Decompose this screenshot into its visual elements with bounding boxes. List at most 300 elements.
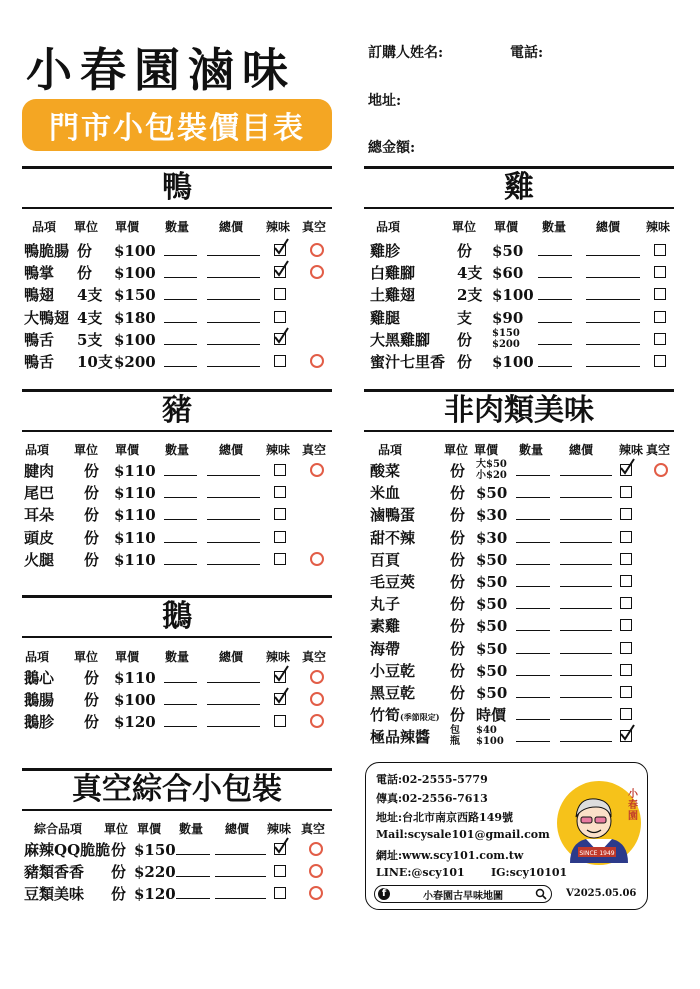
item-unit: 份 bbox=[84, 528, 100, 547]
pork-header-2: 單價 bbox=[115, 443, 140, 457]
total-blank[interactable] bbox=[586, 277, 640, 278]
item-unit: 份 bbox=[457, 242, 473, 260]
vacuum-circle-icon bbox=[310, 243, 324, 257]
store-phone: 電話:02-2555-5779 bbox=[376, 773, 488, 786]
table-row bbox=[364, 262, 674, 284]
spicy-checkbox[interactable] bbox=[620, 531, 632, 543]
total-blank[interactable] bbox=[207, 344, 260, 345]
quantity-blank[interactable] bbox=[164, 497, 197, 498]
store-info-box bbox=[365, 762, 648, 910]
menu-banner: 門市小包裝價目表 bbox=[22, 99, 332, 151]
total-blank[interactable] bbox=[560, 475, 612, 476]
quantity-blank[interactable] bbox=[516, 475, 550, 476]
duck-header-6: 真空 bbox=[302, 220, 327, 234]
pork-header-4: 總價 bbox=[219, 443, 244, 457]
vacuum-circle-icon bbox=[309, 864, 323, 878]
item-price: $30 bbox=[476, 506, 508, 525]
chicken-header-0: 品項 bbox=[376, 220, 401, 234]
total-blank[interactable] bbox=[207, 255, 260, 256]
item-name: 大鴨翅 bbox=[24, 308, 70, 327]
item-name: 雞胗 bbox=[370, 242, 401, 260]
quantity-blank[interactable] bbox=[164, 366, 197, 367]
duck-header-1: 單位 bbox=[74, 220, 99, 234]
duck-header-2: 單價 bbox=[115, 220, 140, 234]
item-price: $220 bbox=[134, 863, 176, 882]
item-unit: 份 bbox=[111, 841, 127, 859]
item-price: $120 bbox=[114, 713, 156, 732]
table-row bbox=[22, 284, 332, 306]
item-unit: 份 bbox=[457, 330, 473, 349]
table-row bbox=[22, 504, 332, 526]
item-price: $50 bbox=[476, 550, 508, 569]
goose-header-6: 真空 bbox=[302, 650, 327, 664]
quantity-blank[interactable] bbox=[538, 255, 572, 256]
table-row bbox=[22, 861, 332, 883]
item-name: 黑豆乾 bbox=[370, 684, 416, 702]
spicy-checkbox[interactable] bbox=[620, 619, 632, 631]
quantity-blank[interactable] bbox=[538, 322, 572, 323]
item-name: 米血 bbox=[370, 484, 401, 503]
search-icon bbox=[535, 888, 547, 900]
veg-header-0: 品項 bbox=[378, 443, 403, 457]
item-unit: 支 bbox=[457, 308, 473, 327]
quantity-blank[interactable] bbox=[516, 719, 550, 720]
table-row bbox=[364, 527, 674, 549]
table-row bbox=[22, 711, 332, 733]
order-address-label: 地址: bbox=[368, 93, 402, 109]
quantity-blank[interactable] bbox=[538, 366, 572, 367]
item-name: 蜜汁七里香 bbox=[370, 353, 446, 371]
spicy-checkbox[interactable] bbox=[274, 355, 286, 367]
quantity-blank[interactable] bbox=[164, 344, 197, 345]
mascot-text: 小春園 bbox=[628, 789, 638, 822]
quantity-blank[interactable] bbox=[164, 726, 197, 727]
spicy-checkbox[interactable] bbox=[274, 715, 286, 727]
pork-section-title: 豬 bbox=[22, 389, 332, 432]
spicy-checkbox[interactable] bbox=[654, 311, 666, 323]
table-row bbox=[22, 883, 332, 905]
duck-header-4: 總價 bbox=[219, 220, 244, 234]
item-name: 鴨舌 bbox=[24, 353, 55, 371]
table-row bbox=[364, 240, 674, 262]
item-unit: 10支 bbox=[77, 353, 113, 371]
chicken-header-3: 數量 bbox=[542, 220, 567, 234]
version-label: V2025.05.06 bbox=[566, 888, 637, 899]
item-unit: 份 bbox=[77, 242, 93, 260]
combo-header-6: 真空 bbox=[301, 822, 326, 836]
item-unit: 份 bbox=[84, 506, 100, 525]
spicy-checkbox[interactable] bbox=[620, 553, 632, 565]
item-name: 土雞翅 bbox=[370, 286, 416, 305]
quantity-blank[interactable] bbox=[164, 704, 197, 705]
item-price: $150 bbox=[492, 327, 520, 339]
item-unit: 份 bbox=[450, 661, 466, 680]
goose-header-5: 辣味 bbox=[266, 650, 291, 664]
goose-header-0: 品項 bbox=[25, 650, 50, 664]
pork-header-0: 品項 bbox=[25, 443, 50, 457]
goose-header-4: 總價 bbox=[219, 650, 244, 664]
item-unit: 瓶 bbox=[450, 736, 460, 748]
item-name: 酸菜 bbox=[370, 462, 401, 480]
store-website: 網址:www.scy101.com.tw bbox=[376, 849, 524, 862]
item-unit: 份 bbox=[450, 506, 466, 525]
spicy-checkbox[interactable] bbox=[274, 887, 286, 899]
total-blank[interactable] bbox=[560, 519, 612, 520]
item-price: $200 bbox=[114, 353, 156, 371]
item-price: $30 bbox=[476, 528, 508, 547]
total-blank[interactable] bbox=[207, 519, 260, 520]
item-price: $90 bbox=[492, 308, 524, 327]
map-search-bar[interactable] bbox=[374, 885, 552, 903]
spicy-checkbox[interactable] bbox=[620, 664, 632, 676]
total-blank[interactable] bbox=[586, 322, 640, 323]
map-search-text: 小春園古早味地圖 bbox=[423, 891, 503, 902]
facebook-icon: f bbox=[378, 888, 390, 900]
total-blank[interactable] bbox=[560, 697, 612, 698]
item-name: 丸子 bbox=[370, 595, 401, 614]
vacuum-circle-icon bbox=[310, 552, 324, 566]
quantity-blank[interactable] bbox=[516, 697, 550, 698]
quantity-blank[interactable] bbox=[516, 586, 550, 587]
total-blank[interactable] bbox=[207, 542, 260, 543]
table-row bbox=[364, 504, 674, 526]
table-row bbox=[364, 460, 674, 482]
spicy-checkbox[interactable] bbox=[620, 686, 632, 698]
item-name: 尾巴 bbox=[24, 484, 55, 503]
total-blank[interactable] bbox=[586, 366, 640, 367]
quantity-blank[interactable] bbox=[538, 277, 572, 278]
table-row bbox=[22, 549, 332, 571]
chicken-header-4: 總價 bbox=[596, 220, 621, 234]
total-blank[interactable] bbox=[586, 299, 640, 300]
veg-header-3: 數量 bbox=[519, 443, 544, 457]
table-row bbox=[22, 307, 332, 329]
item-price: $100 bbox=[492, 286, 534, 305]
spicy-checkbox[interactable] bbox=[274, 486, 286, 498]
item-unit: 份 bbox=[84, 713, 100, 732]
vacuum-circle-icon bbox=[310, 714, 324, 728]
quantity-blank[interactable] bbox=[164, 277, 197, 278]
quantity-blank[interactable] bbox=[516, 630, 550, 631]
item-price: $50 bbox=[476, 684, 508, 702]
spicy-checkbox[interactable] bbox=[620, 642, 632, 654]
total-blank[interactable] bbox=[560, 630, 612, 631]
item-unit: 4支 bbox=[457, 264, 483, 283]
total-blank[interactable] bbox=[215, 854, 266, 855]
quantity-blank[interactable] bbox=[516, 564, 550, 565]
item-price: $100 bbox=[114, 242, 156, 260]
vacuum-circle-icon bbox=[310, 354, 324, 368]
total-blank[interactable] bbox=[207, 564, 260, 565]
spicy-checkbox[interactable] bbox=[654, 266, 666, 278]
item-price: $120 bbox=[134, 885, 176, 904]
store-ig: IG:scy10101 bbox=[491, 866, 568, 879]
item-unit: 份 bbox=[111, 885, 127, 904]
quantity-blank[interactable] bbox=[516, 675, 550, 676]
item-name: 鵝心 bbox=[24, 669, 55, 687]
veg-header-4: 總價 bbox=[569, 443, 594, 457]
item-price: 時價 bbox=[476, 706, 507, 725]
item-price: $110 bbox=[114, 506, 156, 525]
quantity-blank[interactable] bbox=[164, 322, 197, 323]
quantity-blank[interactable] bbox=[176, 898, 210, 899]
item-price: $110 bbox=[114, 550, 156, 569]
total-blank[interactable] bbox=[586, 255, 640, 256]
item-name: 鴨翅 bbox=[24, 286, 55, 305]
goose-section-title: 鵝 bbox=[22, 595, 332, 638]
table-row bbox=[364, 284, 674, 306]
total-blank[interactable] bbox=[560, 542, 612, 543]
spicy-checkbox[interactable] bbox=[274, 333, 286, 345]
quantity-blank[interactable] bbox=[516, 608, 550, 609]
item-price: $110 bbox=[114, 669, 156, 687]
total-blank[interactable] bbox=[207, 475, 260, 476]
item-name: 甜不辣 bbox=[370, 528, 416, 547]
item-name: 百頁 bbox=[370, 550, 401, 569]
order-name-label: 訂購人姓名: bbox=[368, 45, 444, 61]
item-unit: 份 bbox=[111, 863, 127, 882]
quantity-blank[interactable] bbox=[164, 299, 197, 300]
total-blank[interactable] bbox=[207, 366, 260, 367]
item-name: 小豆乾 bbox=[370, 661, 416, 680]
store-line: LINE:@scy101 bbox=[376, 866, 465, 879]
item-price: $50 bbox=[476, 573, 508, 591]
total-blank[interactable] bbox=[560, 586, 612, 587]
quantity-blank[interactable] bbox=[516, 497, 550, 498]
item-price: $110 bbox=[114, 528, 156, 547]
spicy-checkbox[interactable] bbox=[274, 553, 286, 565]
item-unit: 份 bbox=[84, 691, 100, 710]
item-unit: 份 bbox=[450, 573, 466, 591]
spicy-checkbox[interactable] bbox=[654, 333, 666, 345]
combo-header-1: 單位 bbox=[104, 822, 129, 836]
spicy-checkbox[interactable] bbox=[274, 531, 286, 543]
table-row bbox=[22, 262, 332, 284]
item-unit: 包 bbox=[450, 725, 460, 737]
total-blank[interactable] bbox=[207, 277, 260, 278]
item-unit: 份 bbox=[450, 617, 466, 636]
item-price: $50 bbox=[492, 242, 524, 260]
spicy-checkbox[interactable] bbox=[620, 464, 632, 476]
item-unit: 份 bbox=[450, 484, 466, 503]
item-price: $100 bbox=[114, 330, 156, 349]
quantity-blank[interactable] bbox=[164, 475, 197, 476]
total-blank[interactable] bbox=[207, 682, 260, 683]
item-unit: 份 bbox=[450, 550, 466, 569]
table-row bbox=[22, 351, 332, 373]
total-blank[interactable] bbox=[215, 876, 266, 877]
item-unit: 份 bbox=[457, 353, 473, 371]
item-unit: 份 bbox=[77, 264, 93, 283]
total-blank[interactable] bbox=[560, 653, 612, 654]
table-row bbox=[22, 667, 332, 689]
item-name: 大黑雞腳 bbox=[370, 330, 431, 349]
quantity-blank[interactable] bbox=[176, 854, 210, 855]
total-blank[interactable] bbox=[207, 322, 260, 323]
table-row bbox=[364, 571, 674, 593]
quantity-blank[interactable] bbox=[164, 564, 197, 565]
item-unit: 份 bbox=[450, 462, 466, 480]
item-unit: 份 bbox=[84, 669, 100, 687]
pork-header-5: 辣味 bbox=[266, 443, 291, 457]
goose-header-3: 數量 bbox=[165, 650, 190, 664]
veg-header-5: 辣味 bbox=[619, 443, 644, 457]
item-price: $50 bbox=[476, 639, 508, 658]
quantity-blank[interactable] bbox=[516, 519, 550, 520]
pork-header-3: 數量 bbox=[165, 443, 190, 457]
item-unit: 份 bbox=[450, 639, 466, 658]
chicken-header-1: 單位 bbox=[452, 220, 477, 234]
veg-header-6: 真空 bbox=[646, 443, 671, 457]
item-name: 鵝胗 bbox=[24, 713, 55, 732]
spicy-checkbox[interactable] bbox=[274, 865, 286, 877]
duck-header-3: 數量 bbox=[165, 220, 190, 234]
pork-header-1: 單位 bbox=[74, 443, 99, 457]
item-name: 極品辣醬 bbox=[370, 728, 431, 747]
item-unit: 份 bbox=[450, 706, 466, 725]
quantity-blank[interactable] bbox=[164, 542, 197, 543]
spicy-checkbox[interactable] bbox=[274, 508, 286, 520]
spicy-checkbox[interactable] bbox=[274, 843, 286, 855]
total-blank[interactable] bbox=[560, 497, 612, 498]
quantity-blank[interactable] bbox=[164, 255, 197, 256]
quantity-blank[interactable] bbox=[538, 299, 572, 300]
combo-header-4: 總價 bbox=[225, 822, 250, 836]
table-row bbox=[364, 307, 674, 329]
combo-header-3: 數量 bbox=[179, 822, 204, 836]
combo-header-0: 綜合品項 bbox=[34, 822, 83, 836]
table-row bbox=[22, 527, 332, 549]
item-price: $40 bbox=[476, 725, 497, 737]
item-name: 竹筍(季節限定) bbox=[370, 706, 440, 725]
duck-header-5: 辣味 bbox=[266, 220, 291, 234]
quantity-blank[interactable] bbox=[516, 741, 550, 742]
spicy-checkbox[interactable] bbox=[274, 288, 286, 300]
item-price: $110 bbox=[114, 462, 156, 480]
quantity-blank[interactable] bbox=[538, 344, 572, 345]
item-price: 小$20 bbox=[476, 470, 507, 481]
total-blank[interactable] bbox=[560, 608, 612, 609]
quantity-blank[interactable] bbox=[164, 519, 197, 520]
total-blank[interactable] bbox=[207, 299, 260, 300]
store-fax: 傳真:02-2556-7613 bbox=[376, 792, 488, 805]
store-address: 地址:台北市南京西路149號 bbox=[376, 811, 514, 824]
quantity-blank[interactable] bbox=[516, 653, 550, 654]
table-row bbox=[22, 689, 332, 711]
total-blank[interactable] bbox=[560, 564, 612, 565]
total-blank[interactable] bbox=[207, 497, 260, 498]
item-name: 素雞 bbox=[370, 617, 401, 636]
spicy-checkbox[interactable] bbox=[620, 597, 632, 609]
veg-section-title: 非肉類美味 bbox=[364, 389, 674, 432]
item-price: $100 bbox=[114, 264, 156, 283]
item-price: $200 bbox=[492, 338, 520, 350]
vacuum-circle-icon bbox=[309, 842, 323, 856]
duck-header-0: 品項 bbox=[32, 220, 57, 234]
total-blank[interactable] bbox=[215, 898, 266, 899]
table-row bbox=[364, 682, 674, 704]
item-price: $110 bbox=[114, 484, 156, 503]
item-price: $60 bbox=[492, 264, 524, 283]
item-price: $50 bbox=[476, 617, 508, 636]
item-price: $50 bbox=[476, 661, 508, 680]
spicy-checkbox[interactable] bbox=[274, 671, 286, 683]
spicy-checkbox[interactable] bbox=[654, 355, 666, 367]
item-unit: 份 bbox=[450, 684, 466, 702]
table-row bbox=[22, 240, 332, 262]
brand-title: 小春園滷味 bbox=[26, 43, 296, 97]
spicy-checkbox[interactable] bbox=[654, 288, 666, 300]
total-blank[interactable] bbox=[560, 741, 612, 742]
goose-header-2: 單價 bbox=[115, 650, 140, 664]
item-unit: 份 bbox=[84, 550, 100, 569]
spicy-checkbox[interactable] bbox=[274, 266, 286, 278]
vacuum-circle-icon bbox=[310, 670, 324, 684]
spicy-checkbox[interactable] bbox=[620, 508, 632, 520]
quantity-blank[interactable] bbox=[176, 876, 210, 877]
veg-header-2: 單價 bbox=[474, 443, 499, 457]
total-blank[interactable] bbox=[560, 719, 612, 720]
spicy-checkbox[interactable] bbox=[274, 693, 286, 705]
table-row bbox=[364, 593, 674, 615]
mascot-since: SINCE 1949 bbox=[579, 850, 615, 857]
item-price: $100 bbox=[476, 736, 504, 748]
item-price: $100 bbox=[492, 353, 534, 371]
order-total-label: 總金額: bbox=[368, 140, 416, 156]
item-price: $150 bbox=[114, 286, 156, 305]
order-phone-label: 電話: bbox=[510, 45, 544, 61]
spicy-checkbox[interactable] bbox=[274, 311, 286, 323]
item-name: 頭皮 bbox=[24, 528, 55, 547]
table-row bbox=[364, 482, 674, 504]
table-row bbox=[364, 329, 674, 351]
item-name: 海帶 bbox=[370, 639, 401, 658]
item-price: 大$50 bbox=[476, 459, 507, 470]
item-note: (季節限定) bbox=[400, 712, 440, 723]
spicy-checkbox[interactable] bbox=[620, 575, 632, 587]
combo-header-2: 單價 bbox=[137, 822, 162, 836]
item-unit: 份 bbox=[450, 528, 466, 547]
table-row bbox=[364, 615, 674, 637]
item-name: 麻辣QQ脆脆 bbox=[24, 841, 111, 859]
total-blank[interactable] bbox=[560, 675, 612, 676]
spicy-checkbox[interactable] bbox=[274, 464, 286, 476]
table-row bbox=[22, 839, 332, 861]
item-name: 鵝腸 bbox=[24, 691, 55, 710]
vacuum-circle-icon bbox=[310, 463, 324, 477]
vacuum-circle-icon bbox=[310, 692, 324, 706]
total-blank[interactable] bbox=[207, 726, 260, 727]
spicy-checkbox[interactable] bbox=[620, 708, 632, 720]
spicy-checkbox[interactable] bbox=[620, 730, 632, 742]
combo-section-title: 真空綜合小包裝 bbox=[22, 768, 332, 811]
table-row bbox=[364, 704, 674, 726]
spicy-checkbox[interactable] bbox=[654, 244, 666, 256]
vacuum-circle-icon bbox=[309, 886, 323, 900]
item-price: $150 bbox=[134, 841, 176, 859]
total-blank[interactable] bbox=[586, 344, 640, 345]
item-name: 雞腿 bbox=[370, 308, 401, 327]
quantity-blank[interactable] bbox=[164, 682, 197, 683]
spicy-checkbox[interactable] bbox=[274, 244, 286, 256]
table-row bbox=[22, 482, 332, 504]
chicken-header-5: 辣味 bbox=[646, 220, 671, 234]
spicy-checkbox[interactable] bbox=[620, 486, 632, 498]
table-row bbox=[364, 660, 674, 682]
total-blank[interactable] bbox=[207, 704, 260, 705]
quantity-blank[interactable] bbox=[516, 542, 550, 543]
item-unit: 2支 bbox=[457, 286, 483, 305]
